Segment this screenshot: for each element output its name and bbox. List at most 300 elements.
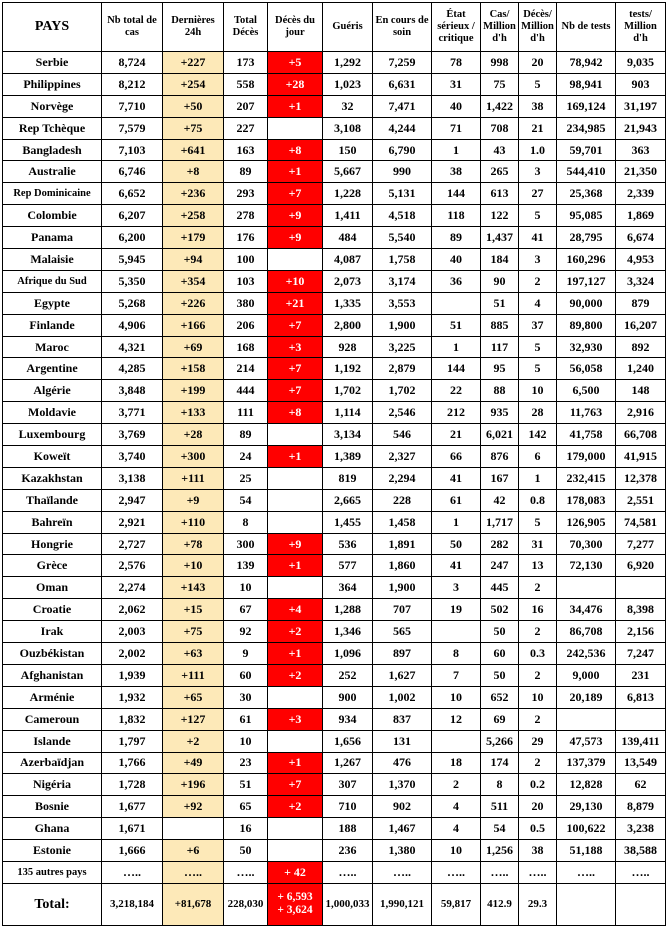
in-care-cell: …..	[373, 861, 432, 883]
country-cell: Maroc	[3, 336, 102, 358]
tests-cell: 34,476	[557, 599, 616, 621]
new-24h-cell: +354	[163, 270, 224, 292]
in-care-cell: 707	[373, 599, 432, 621]
country-cell: Thaïlande	[3, 489, 102, 511]
country-cell: Bangladesh	[3, 139, 102, 161]
deaths-per-million-cell: 38	[519, 95, 557, 117]
country-cell: Colombie	[3, 205, 102, 227]
total-deaths-cell: 30	[224, 686, 268, 708]
serious-cell: 22	[432, 380, 481, 402]
new-24h-cell: +92	[163, 796, 224, 818]
new-24h-cell: +78	[163, 533, 224, 555]
tests-cell: 242,536	[557, 643, 616, 665]
cases-per-million-cell: 167	[481, 467, 519, 489]
country-cell: Luxembourg	[3, 424, 102, 446]
header-deaths-today: Décès du jour	[268, 3, 323, 52]
in-care-cell: 5,131	[373, 183, 432, 205]
tests-cell: 169,124	[557, 95, 616, 117]
new-24h-cell: +300	[163, 446, 224, 468]
total-deaths-cell: 9	[224, 643, 268, 665]
total-deaths-cell: 50	[224, 840, 268, 862]
tests-per-million-cell: 4,953	[616, 249, 666, 271]
recovered-cell: 536	[323, 533, 373, 555]
total-deaths-cell: 92	[224, 621, 268, 643]
in-care-cell: 1,380	[373, 840, 432, 862]
country-cell: Rep Dominicaine	[3, 183, 102, 205]
tests-per-million-cell: 31,197	[616, 95, 666, 117]
deaths-per-million-cell: 2	[519, 708, 557, 730]
total-cases-cell: 2,727	[102, 533, 163, 555]
in-care-cell: 131	[373, 730, 432, 752]
deaths-today-cell: +21	[268, 292, 323, 314]
new-24h-cell: +63	[163, 643, 224, 665]
cases-per-million-cell: 511	[481, 796, 519, 818]
new-24h-cell: +9	[163, 489, 224, 511]
deaths-today-cell: +7	[268, 314, 323, 336]
header-cases-per-million: Cas/ Million d'h	[481, 3, 519, 52]
tests-per-million-cell: 363	[616, 139, 666, 161]
table-row	[3, 183, 666, 205]
new-24h-cell: +166	[163, 314, 224, 336]
recovered-cell: 1,346	[323, 621, 373, 643]
country-cell: Afrique du Sud	[3, 270, 102, 292]
cases-per-million-cell: 998	[481, 52, 519, 74]
total-cases-cell: 6,207	[102, 205, 163, 227]
total-cases-cell: 2,002	[102, 643, 163, 665]
serious-cell: 212	[432, 402, 481, 424]
tests-cell: 197,127	[557, 270, 616, 292]
deaths-per-million-cell: 5	[519, 205, 557, 227]
tests-cell: 179,000	[557, 446, 616, 468]
new-24h-cell: +2	[163, 730, 224, 752]
total-deaths-today-cell	[268, 883, 323, 925]
cases-per-million-cell: 652	[481, 686, 519, 708]
table-row	[3, 424, 666, 446]
recovered-cell: 3,108	[323, 117, 373, 139]
serious-cell: 50	[432, 533, 481, 555]
recovered-cell: 1,389	[323, 446, 373, 468]
in-care-cell: 1,860	[373, 555, 432, 577]
serious-cell	[432, 621, 481, 643]
cases-per-million-cell: …..	[481, 861, 519, 883]
total-deaths-cell: 176	[224, 227, 268, 249]
table-row	[3, 270, 666, 292]
cases-per-million-cell: 90	[481, 270, 519, 292]
recovered-cell: 252	[323, 664, 373, 686]
tests-cell: 41,758	[557, 424, 616, 446]
recovered-cell: 900	[323, 686, 373, 708]
tests-per-million-cell: 6,813	[616, 686, 666, 708]
country-cell: Irak	[3, 621, 102, 643]
total-deaths-cell: 558	[224, 73, 268, 95]
country-cell: Bosnie	[3, 796, 102, 818]
recovered-cell: 5,667	[323, 161, 373, 183]
table-row	[3, 774, 666, 796]
cases-per-million-cell: 184	[481, 249, 519, 271]
in-care-cell: 1,891	[373, 533, 432, 555]
cases-per-million-cell: 708	[481, 117, 519, 139]
country-cell: Kazakhstan	[3, 467, 102, 489]
recovered-cell: 364	[323, 577, 373, 599]
serious-cell	[432, 292, 481, 314]
serious-cell: 41	[432, 467, 481, 489]
cases-per-million-cell: 935	[481, 402, 519, 424]
total-cases-cell: 6,652	[102, 183, 163, 205]
serious-cell: 18	[432, 752, 481, 774]
recovered-cell: 928	[323, 336, 373, 358]
total-deaths-cell: 10	[224, 730, 268, 752]
total-cases-cell: 1,677	[102, 796, 163, 818]
deaths-per-million-cell: 20	[519, 52, 557, 74]
total-deaths-cell: 100	[224, 249, 268, 271]
total-cases-cell: 3,740	[102, 446, 163, 468]
tests-per-million-cell: 7,277	[616, 533, 666, 555]
deaths-today-cell	[268, 730, 323, 752]
tests-per-million-cell: 139,411	[616, 730, 666, 752]
deaths-per-million-cell: 5	[519, 358, 557, 380]
total-cases-cell: 3,848	[102, 380, 163, 402]
recovered-cell: 1,656	[323, 730, 373, 752]
total-tests-per-million-cell	[616, 883, 666, 925]
tests-per-million-cell: 148	[616, 380, 666, 402]
deaths-today-cell: +7	[268, 380, 323, 402]
table-row	[3, 358, 666, 380]
serious-cell: 7	[432, 664, 481, 686]
covid-table-container	[2, 2, 666, 926]
tests-cell: 160,296	[557, 249, 616, 271]
tests-per-million-cell: 3,324	[616, 270, 666, 292]
header-new-24h: Dernières 24h	[163, 3, 224, 52]
total-cases-cell: 1,797	[102, 730, 163, 752]
deaths-per-million-cell: …..	[519, 861, 557, 883]
recovered-cell: 1,114	[323, 402, 373, 424]
deaths-per-million-cell: 5	[519, 336, 557, 358]
country-cell: Malaisie	[3, 249, 102, 271]
new-24h-cell: +227	[163, 52, 224, 74]
total-deaths-cell: …..	[224, 861, 268, 883]
country-cell: Argentine	[3, 358, 102, 380]
total-deaths-cell: 173	[224, 52, 268, 74]
tests-cell	[557, 708, 616, 730]
new-24h-cell: +127	[163, 708, 224, 730]
deaths-per-million-cell: 0.3	[519, 643, 557, 665]
deaths-today-cell: +1	[268, 643, 323, 665]
in-care-cell: 3,174	[373, 270, 432, 292]
in-care-cell: 7,259	[373, 52, 432, 74]
covid-statistics-table	[2, 2, 666, 926]
table-row	[3, 314, 666, 336]
recovered-cell: 2,800	[323, 314, 373, 336]
tests-cell: 232,415	[557, 467, 616, 489]
total-cases-cell: 3,771	[102, 402, 163, 424]
cases-per-million-cell: 265	[481, 161, 519, 183]
tests-per-million-cell: 2,916	[616, 402, 666, 424]
tests-per-million-cell: 66,708	[616, 424, 666, 446]
country-cell: Afghanistan	[3, 664, 102, 686]
total-recovered-cell: 1,000,033	[323, 883, 373, 925]
deaths-per-million-cell: 20	[519, 796, 557, 818]
deaths-today-cell: +8	[268, 139, 323, 161]
tests-cell: 12,828	[557, 774, 616, 796]
in-care-cell: 2,879	[373, 358, 432, 380]
new-24h-cell: +641	[163, 139, 224, 161]
serious-cell: 78	[432, 52, 481, 74]
recovered-cell: 4,087	[323, 249, 373, 271]
cases-per-million-cell: 88	[481, 380, 519, 402]
cases-per-million-cell: 6,021	[481, 424, 519, 446]
in-care-cell: 3,553	[373, 292, 432, 314]
deaths-today-cell: +28	[268, 73, 323, 95]
country-cell: Egypte	[3, 292, 102, 314]
total-cases-cell: 2,062	[102, 599, 163, 621]
recovered-cell: 1,411	[323, 205, 373, 227]
in-care-cell: 2,294	[373, 467, 432, 489]
table-row	[3, 511, 666, 533]
new-24h-cell: +69	[163, 336, 224, 358]
serious-cell: 1	[432, 336, 481, 358]
serious-cell: 144	[432, 183, 481, 205]
table-row	[3, 643, 666, 665]
tests-cell: 56,058	[557, 358, 616, 380]
total-deaths-cell: 293	[224, 183, 268, 205]
deaths-today-cell: +7	[268, 774, 323, 796]
in-care-cell: 1,370	[373, 774, 432, 796]
tests-per-million-cell: 2,551	[616, 489, 666, 511]
cases-per-million-cell: 502	[481, 599, 519, 621]
deaths-per-million-cell: 41	[519, 227, 557, 249]
table-row	[3, 533, 666, 555]
tests-cell: 95,085	[557, 205, 616, 227]
deaths-per-million-cell: 31	[519, 533, 557, 555]
in-care-cell: 476	[373, 752, 432, 774]
deaths-per-million-cell: 3	[519, 161, 557, 183]
total-label: Total:	[3, 883, 102, 925]
serious-cell: 10	[432, 840, 481, 862]
country-cell: Oman	[3, 577, 102, 599]
total-cases-per-million-cell: 412.9	[481, 883, 519, 925]
tests-cell: 98,941	[557, 73, 616, 95]
total-cases-cell: 2,003	[102, 621, 163, 643]
tests-per-million-cell: 74,581	[616, 511, 666, 533]
total-cases-cell: 1,832	[102, 708, 163, 730]
header-recovered: Guéris	[323, 3, 373, 52]
serious-cell: …..	[432, 861, 481, 883]
total-cases-cell: 1,728	[102, 774, 163, 796]
total-cases-cell: 2,947	[102, 489, 163, 511]
total-deaths-cell: 206	[224, 314, 268, 336]
tests-per-million-cell	[616, 708, 666, 730]
cases-per-million-cell: 117	[481, 336, 519, 358]
deaths-per-million-cell: 13	[519, 555, 557, 577]
total-deaths-cell: 227	[224, 117, 268, 139]
new-24h-cell: +15	[163, 599, 224, 621]
new-24h-cell: +50	[163, 95, 224, 117]
recovered-cell: 2,073	[323, 270, 373, 292]
tests-per-million-cell: 2,339	[616, 183, 666, 205]
deaths-today-cell: +1	[268, 446, 323, 468]
country-cell: Cameroun	[3, 708, 102, 730]
tests-cell	[557, 577, 616, 599]
tests-cell: 178,083	[557, 489, 616, 511]
serious-cell: 40	[432, 249, 481, 271]
total-cases-cell: 5,350	[102, 270, 163, 292]
table-row	[3, 402, 666, 424]
country-cell: Finlande	[3, 314, 102, 336]
tests-per-million-cell: 62	[616, 774, 666, 796]
new-24h-cell: +49	[163, 752, 224, 774]
in-care-cell: 6,631	[373, 73, 432, 95]
new-24h-cell: +199	[163, 380, 224, 402]
recovered-cell: 1,267	[323, 752, 373, 774]
total-new-24h-cell: +81,678	[163, 883, 224, 925]
tests-cell: 28,795	[557, 227, 616, 249]
table-row	[3, 599, 666, 621]
recovered-cell: 1,096	[323, 643, 373, 665]
in-care-cell: 6,790	[373, 139, 432, 161]
in-care-cell: 228	[373, 489, 432, 511]
table-row	[3, 205, 666, 227]
recovered-cell: 710	[323, 796, 373, 818]
serious-cell: 38	[432, 161, 481, 183]
cases-per-million-cell: 60	[481, 643, 519, 665]
deaths-today-cell: +10	[268, 270, 323, 292]
recovered-cell: 577	[323, 555, 373, 577]
cases-per-million-cell: 1,422	[481, 95, 519, 117]
recovered-cell: 934	[323, 708, 373, 730]
deaths-today-cell: +9	[268, 533, 323, 555]
tests-cell: 86,708	[557, 621, 616, 643]
total-deaths-cell: 168	[224, 336, 268, 358]
deaths-per-million-cell: 2	[519, 270, 557, 292]
recovered-cell: 1,335	[323, 292, 373, 314]
table-row	[3, 249, 666, 271]
total-row	[3, 883, 666, 925]
country-cell: Nigéria	[3, 774, 102, 796]
total-deaths-cell: 444	[224, 380, 268, 402]
deaths-today-cell: +4	[268, 599, 323, 621]
table-row	[3, 52, 666, 74]
tests-per-million-cell: 13,549	[616, 752, 666, 774]
new-24h-cell: +110	[163, 511, 224, 533]
tests-per-million-cell: 38,588	[616, 840, 666, 862]
new-24h-cell: +94	[163, 249, 224, 271]
deaths-today-cell: +5	[268, 52, 323, 74]
deaths-per-million-cell: 16	[519, 599, 557, 621]
tests-cell: 234,985	[557, 117, 616, 139]
deaths-today-cell	[268, 511, 323, 533]
cases-per-million-cell: 50	[481, 621, 519, 643]
cases-per-million-cell: 1,256	[481, 840, 519, 862]
in-care-cell: 4,244	[373, 117, 432, 139]
deaths-today-cell	[268, 686, 323, 708]
in-care-cell: 1,900	[373, 314, 432, 336]
recovered-cell: 1,455	[323, 511, 373, 533]
cases-per-million-cell: 51	[481, 292, 519, 314]
tests-per-million-cell: 1,240	[616, 358, 666, 380]
deaths-per-million-cell: 6	[519, 446, 557, 468]
new-24h-cell: +236	[163, 183, 224, 205]
deaths-per-million-cell: 0.5	[519, 818, 557, 840]
in-care-cell: 1,900	[373, 577, 432, 599]
cases-per-million-cell: 95	[481, 358, 519, 380]
country-cell: Rep Tchèque	[3, 117, 102, 139]
tests-cell: 20,189	[557, 686, 616, 708]
serious-cell: 4	[432, 818, 481, 840]
country-cell: Australie	[3, 161, 102, 183]
deaths-per-million-cell: 3	[519, 249, 557, 271]
new-24h-cell: +143	[163, 577, 224, 599]
deaths-per-million-cell: 21	[519, 117, 557, 139]
in-care-cell: 7,471	[373, 95, 432, 117]
header-row	[3, 3, 666, 52]
recovered-cell: 307	[323, 774, 373, 796]
tests-cell: 70,300	[557, 533, 616, 555]
total-cases-cell: 4,321	[102, 336, 163, 358]
country-cell: Ghana	[3, 818, 102, 840]
header-in-care: En cours de soin	[373, 3, 432, 52]
in-care-cell: 990	[373, 161, 432, 183]
total-cases-cell: 7,710	[102, 95, 163, 117]
recovered-cell: 1,192	[323, 358, 373, 380]
in-care-cell: 902	[373, 796, 432, 818]
recovered-cell: 1,228	[323, 183, 373, 205]
deaths-today-cell	[268, 467, 323, 489]
country-cell: Ouzbékistan	[3, 643, 102, 665]
cases-per-million-cell: 54	[481, 818, 519, 840]
tests-per-million-cell: 879	[616, 292, 666, 314]
deaths-per-million-cell: 28	[519, 402, 557, 424]
deaths-per-million-cell: 2	[519, 577, 557, 599]
in-care-cell: 565	[373, 621, 432, 643]
tests-cell: 544,410	[557, 161, 616, 183]
country-cell: Norvège	[3, 95, 102, 117]
cases-per-million-cell: 1,437	[481, 227, 519, 249]
total-cases-cell: 1,766	[102, 752, 163, 774]
table-row	[3, 730, 666, 752]
tests-per-million-cell: 12,378	[616, 467, 666, 489]
deaths-today-cell: +3	[268, 708, 323, 730]
new-24h-cell: +254	[163, 73, 224, 95]
deaths-per-million-cell: 29	[519, 730, 557, 752]
total-cases-cell: …..	[102, 861, 163, 883]
total-cases-cell: 5,268	[102, 292, 163, 314]
total-deaths-cell: 10	[224, 577, 268, 599]
serious-cell: 21	[432, 424, 481, 446]
total-cases-cell: 2,576	[102, 555, 163, 577]
recovered-cell: 2,665	[323, 489, 373, 511]
deaths-today-cell	[268, 249, 323, 271]
tests-per-million-cell: 21,943	[616, 117, 666, 139]
country-cell: Hongrie	[3, 533, 102, 555]
deaths-today-cell: +8	[268, 402, 323, 424]
new-24h-cell: +196	[163, 774, 224, 796]
tests-cell: 126,905	[557, 511, 616, 533]
header-tests-per-million: tests/ Million d'h	[616, 3, 666, 52]
cases-per-million-cell: 8	[481, 774, 519, 796]
serious-cell: 31	[432, 73, 481, 95]
header-deaths-per-million: Décès/ Million d'h	[519, 3, 557, 52]
serious-cell: 2	[432, 774, 481, 796]
in-care-cell: 837	[373, 708, 432, 730]
country-cell: Bahreïn	[3, 511, 102, 533]
header-country: PAYS	[3, 3, 102, 52]
deaths-per-million-cell: 2	[519, 621, 557, 643]
serious-cell: 3	[432, 577, 481, 599]
tests-cell: 11,763	[557, 402, 616, 424]
in-care-cell: 2,546	[373, 402, 432, 424]
deaths-today-cell: +7	[268, 183, 323, 205]
country-cell: Azerbaïdjan	[3, 752, 102, 774]
